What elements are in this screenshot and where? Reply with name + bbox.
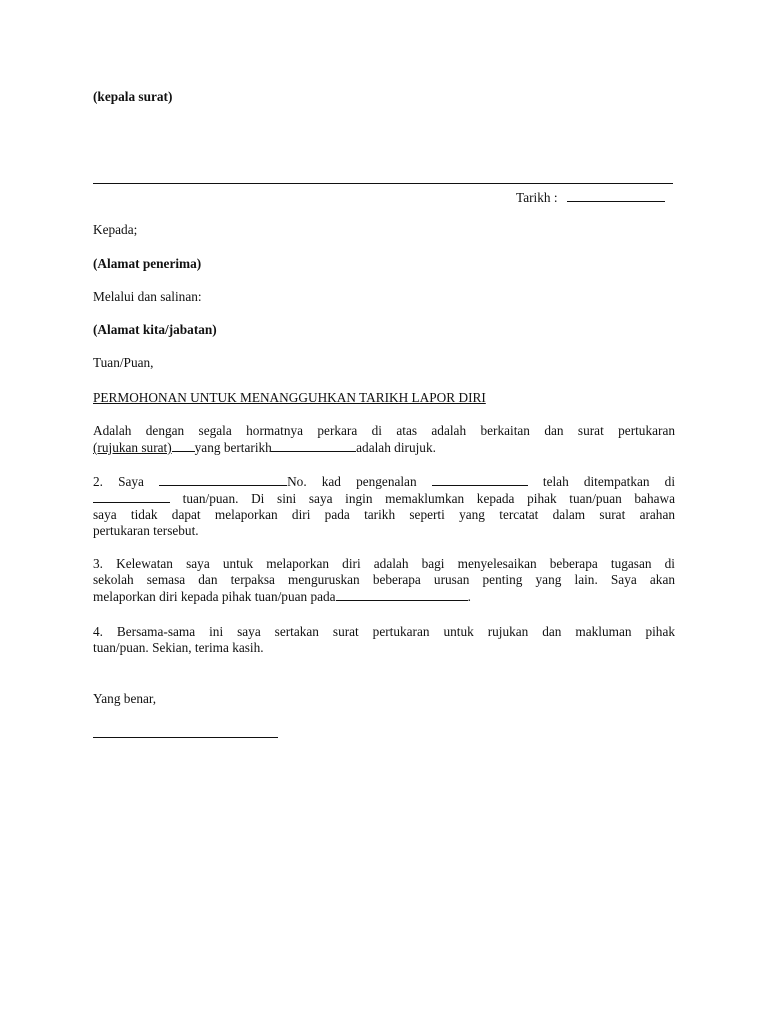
paragraph-1 [93,423,675,456]
paragraph-2 [93,473,675,539]
paragraph-2-line-4: pertukaran tersebut. [93,523,199,538]
paragraph-1-line-2 [93,439,675,456]
paragraph-3-line-3 [93,588,675,605]
header-rule [93,183,673,184]
paragraph-3-period: . [467,589,471,604]
kepada-label: Kepada; [93,222,138,237]
paragraph-4 [93,624,675,656]
paragraph-3-line-1: 3. Kelewatan saya untuk melaporkan diri adalah bagi menyelesaikan beberapa tugasan di [93,556,675,571]
closing-yang-benar: Yang benar, [93,691,157,706]
referred-text: adalah dirujuk. [356,440,436,455]
paragraph-3-line-2: sekolah semasa dan terpaksa menguruskan beberapa urusan penting yang lain. Saya akan [93,572,675,587]
sender-address-placeholder: (Alamat kita/jabatan) [93,322,217,337]
paragraph-2-line-1 [93,473,675,490]
paragraph-4-line-2: tuan/puan. Sekian, terima kasih. [93,640,264,655]
letterhead-placeholder: (kepala surat) [93,89,173,104]
letter-subject: PERMOHONAN UNTUK MENANGGUHKAN TARIKH LAPOR DIRI [93,390,486,405]
paragraph-1-line-1: Adalah dengan segala hormatnya perkara di atas adalah berkaitan dan surat pertukaran [93,423,675,438]
salutation: Tuan/Puan, [93,355,154,370]
name-blank [159,473,287,486]
paragraph-3-text-c: melaporkan diri kepada pihak tuan/puan pada [93,589,336,604]
placed-at-text: telah ditempatkan di [542,474,676,489]
saya-text: 2. Saya [93,474,144,489]
paragraph-3 [93,556,675,605]
letter-reference-placeholder: (rujukan surat) [93,440,172,455]
paragraph-2-line-3: saya tidak dapat melaporkan diri pada tarikh seperti yang tercatat dalam surat arahan [93,507,675,522]
signature-line [93,737,278,738]
paragraph-2-text-d: tuan/puan. Di sini saya ingin memaklumkan kepada pihak tuan/puan bahawa [182,491,675,506]
date-label: Tarikh : [516,190,558,205]
via-copy-label: Melalui dan salinan: [93,289,202,304]
dated-text: yang bertarikh [194,440,272,455]
dated-blank [271,439,356,452]
report-date-blank [336,588,468,601]
paragraph-4-line-1: 4. Bersama-sama ini saya sertakan surat pertukaran untuk rujukan dan makluman pihak [93,624,675,639]
paragraph-2-line-2 [93,490,675,507]
place-blank [93,490,170,503]
recipient-address-placeholder: (Alamat penerima) [93,256,202,271]
ic-label: No. kad pengenalan [287,474,417,489]
ic-blank [432,473,528,486]
date-blank [567,189,665,202]
date-line [516,189,665,206]
reference-blank [172,439,195,452]
